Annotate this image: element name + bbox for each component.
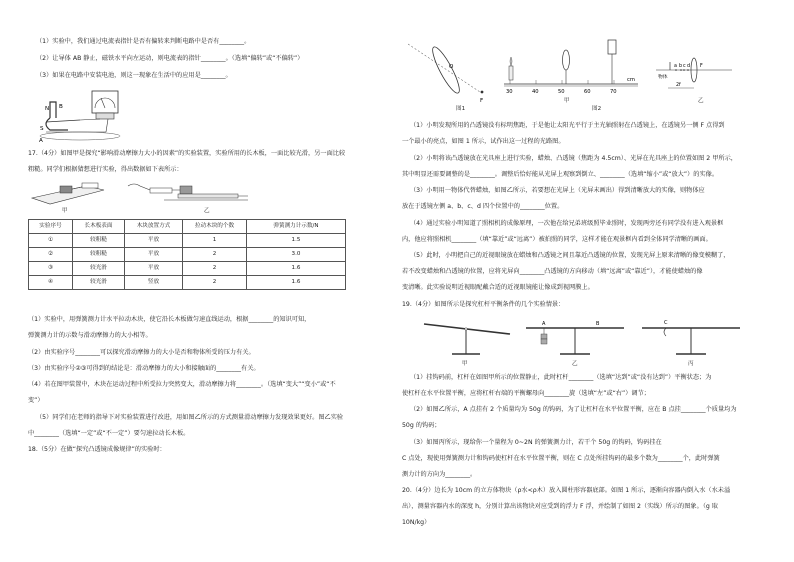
table-header: 长木板表面 — [73, 220, 125, 234]
q17-label-jia: 甲 — [62, 208, 68, 214]
table-cell: 1.5 — [247, 234, 346, 248]
q18-line-4: 其中明显还需要调整的是________。调整后恰好能从光屏上观察到倒立、________（选填“缩小”或“放大”）的实像。 — [402, 171, 719, 178]
q17-line-1: （1）实验中，用弹簧测力计水平拉动木块，使它沿长木板做匀速直线运动，根据________的知识可知， — [28, 316, 311, 323]
q16-line-1: （1）实验中，我们通过电流表指针是否有偏转来判断电路中是否有________。 — [36, 38, 251, 45]
q17-intro-1: 17.（4分）如图甲是探究“影响滑动摩擦力大小的因素”的实验装置，实验所用的长木板，一面比较光滑，另一面比较 — [28, 150, 346, 157]
q19-line-6: C 点处，现使用弹簧测力计和钩码使杠杆在水平位置平衡，则在 C 点处所挂钩码的最多个数为________个，此时弹簧 — [402, 455, 720, 462]
q17-line-4: （3）由实验序号②③可得到的结论是：滑动摩擦力的大小和接触面的________有关。 — [28, 365, 260, 372]
table-cell: 2 — [183, 262, 247, 276]
label-A: A — [542, 321, 546, 327]
q20-line-1: 20.（4分）边长为 10cm 的立方体物块（ρ水<ρ木）放入圆柱形容器底部。如图 1 所示，逐渐向容器内倒入水（水未溢 — [402, 487, 731, 494]
label-B: B — [596, 321, 600, 327]
table-row — [29, 276, 346, 290]
q17-line-3: （2）由实验序号________可以探究滑动摩擦力的大小是否和物体所受的压力有关。 — [28, 349, 255, 356]
tick-60: 60 — [584, 89, 591, 95]
q19-line-7: 测力计的方向为________。 — [402, 471, 477, 478]
table-cell: 较粗糙 — [73, 234, 125, 248]
label-d: d — [687, 64, 691, 69]
table-cell: 3.0 — [247, 248, 346, 262]
table-cell: ③ — [29, 262, 73, 276]
tick-70: 70 — [610, 89, 617, 95]
q19-line-4: 50g 的钩码； — [402, 422, 441, 429]
q17-line-2: 弹簧测力计的示数与滑动摩擦力的大小相等。 — [28, 332, 152, 339]
q17-data-table — [28, 219, 346, 290]
table-header: 拉动木块的个数 — [183, 220, 247, 234]
q17-figure-yi — [124, 180, 252, 206]
unit-cm: cm — [627, 77, 635, 83]
table-cell: 竖放 — [125, 276, 183, 290]
q18-line-9: （5）此时，小明把自己的近视眼镜放在蜡烛和凸透镜之间且靠近凸透镜的位置，发现光屏上原来清晰的像变模糊了， — [410, 252, 730, 259]
q17-line-8: 中________（选填“一定”或“不一定”）要匀速拉动长木板。 — [28, 430, 190, 437]
q19-line-3: （2）如图乙所示，A 点挂有 2 个质量均为 50g 的钩码，为了让杠杆在水平位置平衡，应在 B 点挂________个质量均为 — [410, 406, 737, 413]
table-row — [29, 248, 346, 262]
tick-30: 30 — [506, 89, 513, 95]
q18-line-11: 变清晰。此实验说明近视眼配戴合适的近视眼镜能让像成到视网膜上。 — [402, 284, 594, 291]
table-cell: ② — [29, 248, 73, 262]
label-S: S — [40, 126, 44, 132]
q18-line-3: （2）小明将该凸透镜放在光具座上进行实验，蜡烛、凸透镜（焦距为 4.5cm）、光屏在光具座上的位置如图 2 甲所示， — [410, 155, 737, 162]
q17-line-6: 变”） — [28, 397, 44, 404]
table-cell: ① — [29, 234, 73, 248]
q19-figure-bing — [636, 312, 746, 362]
q17-line-5: （4）若在图甲装置中，木块在运动过程中所受拉力突然变大，滑动摩擦力将________。（选填“变大”“变小”或“不 — [28, 381, 336, 388]
label-a: a — [674, 64, 677, 69]
q19-line-2: 使杠杆在水平位置平衡，应将杠杆右端的平衡螺母向________旋（选填“左”或“右”）调节； — [402, 390, 650, 397]
table-cell: 2 — [183, 276, 247, 290]
tick-40: 40 — [532, 89, 539, 95]
table-cell: 平放 — [125, 262, 183, 276]
table-cell: 较粗糙 — [73, 248, 125, 262]
q16-line-2: （2）让导体 AB 静止，磁铁水平向左运动，则电流表的指针________。（选填“偏转”或“不偏转”） — [36, 55, 304, 62]
fig2-yi-label: 乙 — [698, 98, 704, 104]
q18-figure-1 — [402, 40, 492, 114]
q18-line-8: 内，他应将照相机________（填“靠近”或“远离”）被拍照的同学，这样才能在观景框内看到全体同学清晰的画面。 — [402, 236, 712, 243]
q20-line-2: 出），测量容器内水的深度 h，分别计算出该物块对应受到的浮力 F 浮，并绘制了如图 2（实线）所示的图象。（g 取 — [402, 503, 718, 510]
q19-label-jia: 甲 — [462, 361, 468, 367]
label-A: A — [39, 138, 43, 144]
q18-line-6: 放在于透镜左侧 a、b、c、d 四个位置中的________位置。 — [402, 203, 564, 210]
label-O: O — [449, 64, 454, 70]
table-row — [29, 234, 346, 248]
label-F2: F — [700, 64, 703, 69]
table-cell: 平放 — [125, 234, 183, 248]
fig1-label: 图1 — [456, 106, 466, 112]
q19-heading: 19.（4分）如图所示是探究杠杆平衡条件的几个实验情景： — [402, 301, 565, 308]
label-object: 物体 — [658, 75, 668, 80]
table-header: 实验序号 — [29, 220, 73, 234]
tick-50: 50 — [558, 89, 565, 95]
q18-figure-2-jia — [500, 36, 642, 96]
q17-figure-jia — [30, 178, 106, 208]
label-F: F — [480, 98, 484, 104]
q18-line-2: 一个最小的亮点，如图 1 所示，试作出这一过程的光路图。 — [402, 138, 565, 145]
fig2-label: 图2 — [592, 106, 602, 112]
table-header: 弹簧测力计示数/N — [247, 220, 346, 234]
q18-heading: 18.（5分）在做“探究凸透镜成像规律”的实验时： — [28, 446, 166, 453]
q17-label-yi: 乙 — [204, 208, 210, 214]
table-cell: 较光滑 — [73, 262, 125, 276]
label-B: B — [59, 104, 63, 110]
q18-line-1: （1）小明发现所用的凸透镜没有标明焦距，于是他让太阳光平行于主光轴照射在凸透镜上，在透镜另一侧 F 点得到 — [410, 122, 725, 129]
q18-figure-2-yi — [654, 56, 734, 96]
q18-line-10: 若不改变蜡烛和凸透镜的位置，应将光屏向________凸透镜的方向移动（填“远离”或“靠近”），才能使蜡烛的像 — [402, 268, 703, 275]
table-cell: ④ — [29, 276, 73, 290]
q19-label-bing: 丙 — [688, 361, 694, 367]
table-cell: 1 — [183, 234, 247, 248]
q19-line-1: （1）挂钩码前，杠杆在如图甲所示的位置静止，此时杠杆________（选填“达到”或“没有达到”）平衡状态；为 — [410, 374, 712, 381]
label-c: c — [683, 64, 686, 69]
q19-figure-yi — [520, 312, 630, 362]
q19-line-5: （3）如图丙所示，现给你一个量程为 0~2N 的弹簧测力计，若干个 50g 的钩码，钩码挂在 — [410, 439, 662, 446]
table-cell: 平放 — [125, 248, 183, 262]
table-cell: 2 — [183, 248, 247, 262]
q16-line-3: （3）如果在电路中安装电池，则这一现象在生活中的应用是________。 — [36, 72, 232, 79]
q17-intro-2: 粗糙。同学们根据猜想进行实验，得出数据如下表所示： — [28, 166, 183, 173]
table-cell: 1.6 — [247, 262, 346, 276]
label-2f: 2f — [676, 83, 681, 88]
label-N: N — [45, 106, 50, 112]
label-b: b — [679, 64, 683, 69]
q20-line-3: 10N/kg） — [402, 519, 431, 526]
q17-line-7: （5）同学们在老师的指导下对实验装置进行改进，用如图乙所示的方式测量滑动摩擦力发现效果更好。图乙实验 — [36, 414, 344, 421]
table-header-row — [29, 220, 346, 234]
q16-figure — [36, 88, 128, 144]
table-cell: 较光滑 — [73, 276, 125, 290]
q18-line-5: （3）小明用一物体代替蜡烛，如图乙所示，若要想在光屏上（光屏未画出）得到清晰放大的实像，则物体应 — [410, 187, 705, 194]
q18-line-7: （4）通过实验小明知道了照相机的成像原理，一次他在给兄弟班级照毕业照时，发现两旁还有同学没有进入观景框 — [410, 220, 724, 227]
q19-figure-jia — [416, 312, 516, 362]
q19-label-yi: 乙 — [572, 361, 578, 367]
table-cell: 1.6 — [247, 276, 346, 290]
table-header: 木块放置方式 — [125, 220, 183, 234]
table-row — [29, 262, 346, 276]
label-C: C — [664, 320, 668, 326]
fig2-jia-label: 甲 — [564, 98, 570, 104]
